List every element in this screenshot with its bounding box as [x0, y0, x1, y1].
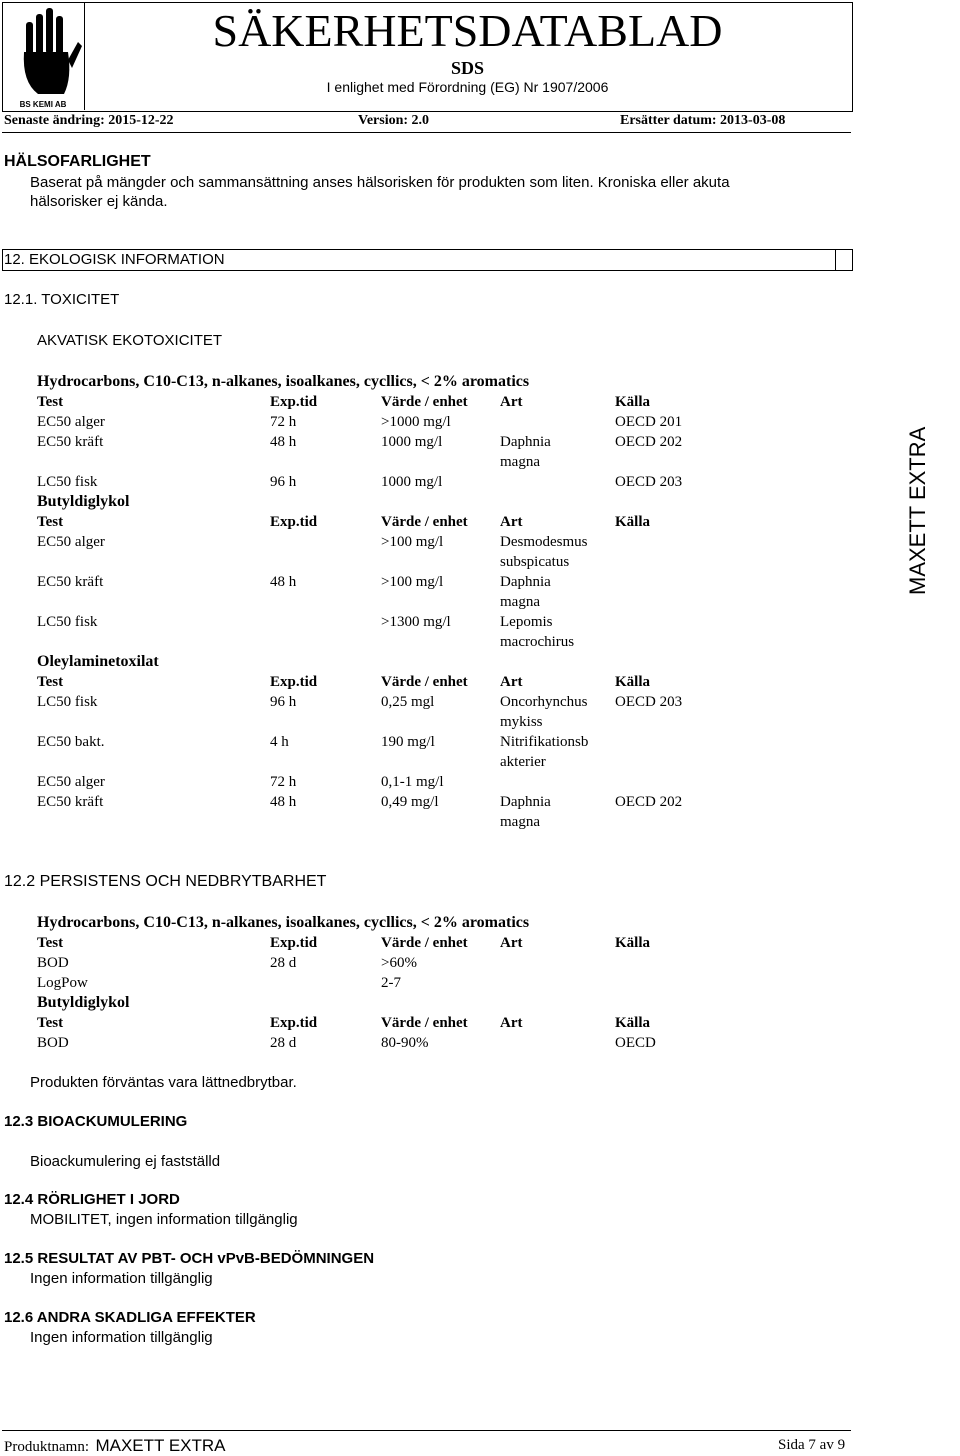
company-logo [2, 2, 85, 110]
table-cell-test: EC50 alger [37, 534, 105, 550]
footer-product [4, 1436, 226, 1456]
document-title: SÄKERHETSDATABLAD [212, 5, 723, 56]
table-cell-exp: 28 d [270, 955, 297, 971]
health-text-line2: hälsorisker ej kända. [30, 193, 168, 210]
table-cell-exp: 96 h [270, 474, 297, 490]
table-cell-art2: magna [500, 454, 540, 470]
column-header: Test [37, 935, 64, 951]
regulation-text: I enlighet med Förordning (EG) Nr 1907/2006 [326, 79, 609, 95]
last-change-date: Senaste ändring: 2015-12-22 [4, 113, 174, 128]
table-cell-test: EC50 kräft [37, 574, 104, 590]
table-cell-art1: Desmodesmus [500, 534, 588, 550]
table-cell-value: 0,1-1 mg/l [381, 774, 444, 790]
table-cell-art1: Nitrifikationsb [500, 734, 589, 750]
column-header: Värde / enhet [381, 394, 468, 410]
table-cell-test: BOD [37, 955, 69, 971]
column-header: Test [37, 394, 64, 410]
column-header: Test [37, 514, 64, 530]
table-cell-value: >1300 mg/l [381, 614, 451, 630]
table-cell-art1: Daphnia [500, 434, 551, 450]
table-cell-exp: 4 h [270, 734, 289, 750]
mobility-text: MOBILITET, ingen information tillgänglig [30, 1211, 298, 1228]
table-cell-art2: mykiss [500, 714, 543, 730]
table-cell-value: 190 mg/l [381, 734, 435, 750]
table-cell-exp: 48 h [270, 434, 297, 450]
page-number: Sida 7 av 9 [778, 1437, 846, 1453]
table-cell-test: EC50 alger [37, 774, 105, 790]
substance-name: Butyldiglykol [37, 994, 130, 1011]
hand-logo-icon [2, 2, 84, 110]
table-cell-test: BOD [37, 1035, 69, 1051]
table-cell-art2: subspicatus [500, 554, 570, 570]
column-header: Art [500, 674, 523, 690]
table-cell-test: LC50 fisk [37, 694, 98, 710]
table-cell-art1: Lepomis [500, 614, 553, 630]
column-header: Värde / enhet [381, 935, 468, 951]
version: Version: 2.0 [358, 113, 430, 128]
table-cell-source: OECD 201 [615, 414, 683, 430]
column-header: Källa [615, 394, 651, 410]
column-header: Art [500, 935, 523, 951]
table-cell-exp: 96 h [270, 694, 297, 710]
table-cell-test: LC50 fisk [37, 614, 98, 630]
table-cell-test: EC50 alger [37, 414, 105, 430]
other-effects-text: Ingen information tillgänglig [30, 1329, 213, 1346]
table-cell-value: 0,49 mg/l [381, 794, 439, 810]
column-header: Värde / enhet [381, 514, 468, 530]
table-cell-source: OECD 202 [615, 434, 683, 450]
table-cell-test: EC50 kräft [37, 434, 104, 450]
replaces-date: Ersätter datum: 2013-03-08 [620, 113, 786, 128]
substance-name: Butyldiglykol [37, 493, 130, 510]
column-header: Exp.tid [270, 674, 318, 690]
table-cell-test: LC50 fisk [37, 474, 98, 490]
table-cell-source: OECD 202 [615, 794, 683, 810]
table-cell-value: >100 mg/l [381, 574, 444, 590]
column-header: Exp.tid [270, 514, 318, 530]
table-cell-art2: magna [500, 814, 540, 830]
footer-divider [2, 1430, 851, 1431]
column-header: Exp.tid [270, 935, 318, 951]
table-cell-exp: 48 h [270, 794, 297, 810]
column-header: Art [500, 514, 523, 530]
aquatic-heading: AKVATISK EKOTOXICITET [37, 332, 223, 349]
table-cell-value: >100 mg/l [381, 534, 444, 550]
table-cell-art2: magna [500, 594, 540, 610]
side-product-label: MAXETT EXTRA [905, 426, 930, 595]
persistence-note: Produkten förväntas vara lättnedbrytbar. [30, 1074, 297, 1091]
health-heading: HÄLSOFARLIGHET [4, 153, 151, 170]
table-cell-test: LogPow [37, 975, 88, 991]
column-header: Källa [615, 514, 651, 530]
persistence-heading: 12.2 PERSISTENS OCH NEDBRYTBARHET [4, 873, 327, 890]
table-cell-art2: akterier [500, 754, 546, 770]
column-header: Test [37, 1015, 64, 1031]
table-cell-source: OECD 203 [615, 474, 683, 490]
table-cell-value: 1000 mg/l [381, 434, 443, 450]
substance-name: Hydrocarbons, C10-C13, n-alkanes, isoalkanes, cycllics, < 2% aromatics [37, 373, 530, 390]
logo-text: BS KEMI AB [19, 100, 67, 109]
table-cell-value: 1000 mg/l [381, 474, 443, 490]
table-cell-art1: Daphnia [500, 574, 551, 590]
header-divider [2, 132, 851, 133]
table-cell-test: EC50 kräft [37, 794, 104, 810]
table-cell-exp: 72 h [270, 414, 297, 430]
column-header: Källa [615, 1015, 651, 1031]
table-cell-value: 2-7 [381, 975, 401, 991]
column-header: Källa [615, 674, 651, 690]
document-subtitle: SDS [450, 58, 485, 78]
table-cell-source: OECD 203 [615, 694, 683, 710]
bioaccumulation-heading: 12.3 BIOACKUMULERING [4, 1113, 188, 1130]
footer-product-name: MAXETT EXTRA [95, 1436, 226, 1455]
other-effects-heading: 12.6 ANDRA SKADLIGA EFFEKTER [4, 1309, 256, 1326]
column-header: Art [500, 1015, 523, 1031]
table-cell-exp: 28 d [270, 1035, 297, 1051]
table-cell-exp: 48 h [270, 574, 297, 590]
column-header: Exp.tid [270, 1015, 318, 1031]
pbt-heading: 12.5 RESULTAT AV PBT- OCH vPvB-BEDÖMNINGEN [4, 1250, 375, 1267]
table-cell-art1: Daphnia [500, 794, 551, 810]
toxicity-heading: 12.1. TOXICITET [4, 291, 120, 308]
table-cell-value: 80-90% [381, 1035, 429, 1051]
table-cell-value: >1000 mg/l [381, 414, 451, 430]
footer-product-label: Produktnamn: [4, 1439, 89, 1455]
bioaccumulation-text: Bioackumulering ej fastställd [30, 1153, 221, 1170]
table-cell-test: EC50 bakt. [37, 734, 105, 750]
health-text-line1: Baserat på mängder och sammansättning anses hälsorisken för produkten som liten. Kroniska eller akuta [30, 174, 730, 191]
table-cell-art2: macrochirus [500, 634, 575, 650]
table-cell-value: 0,25 mgl [381, 694, 435, 710]
table-cell-art1: Oncorhynchus [500, 694, 588, 710]
pbt-text: Ingen information tillgänglig [30, 1270, 213, 1287]
column-header: Test [37, 674, 64, 690]
mobility-heading: 12.4 RÖRLIGHET I JORD [4, 1191, 180, 1208]
substance-name: Oleylaminetoxilat [37, 653, 159, 670]
table-cell-source: OECD [615, 1035, 656, 1051]
table-cell-exp: 72 h [270, 774, 297, 790]
column-header: Värde / enhet [381, 1015, 468, 1031]
column-header: Art [500, 394, 523, 410]
column-header: Källa [615, 935, 651, 951]
column-header: Exp.tid [270, 394, 318, 410]
section-12-heading: 12. EKOLOGISK INFORMATION [4, 251, 225, 268]
column-header: Värde / enhet [381, 674, 468, 690]
table-cell-value: >60% [381, 955, 417, 971]
substance-name: Hydrocarbons, C10-C13, n-alkanes, isoalkanes, cycllics, < 2% aromatics [37, 914, 530, 931]
